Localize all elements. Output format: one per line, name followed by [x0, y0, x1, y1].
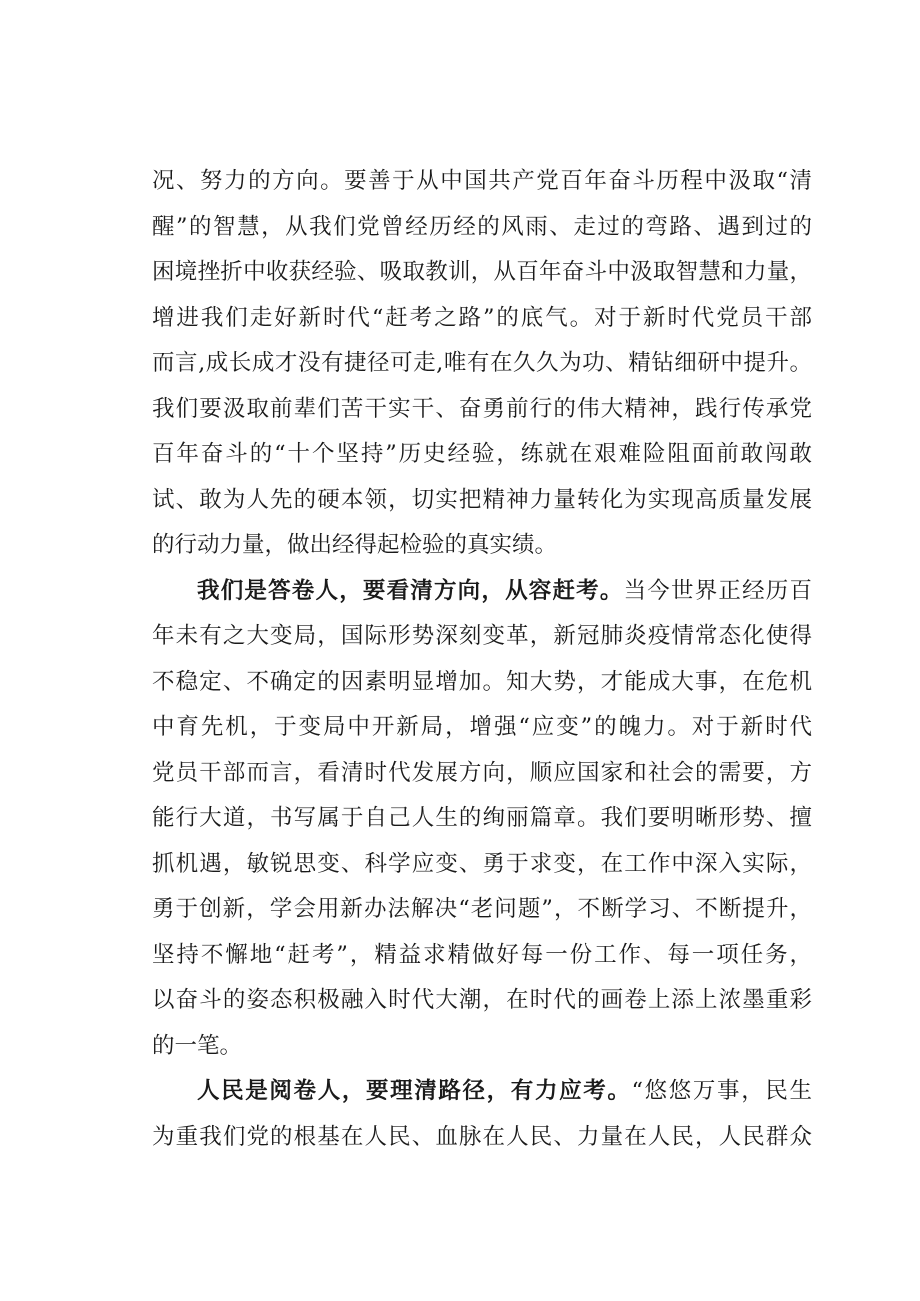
text-line: 困境挫折中收获经验、吸取教训，从百年奋斗中汲取智慧和力量，: [152, 259, 812, 285]
document-body: [152, 159, 812, 1160]
text-line: 而言,成长成才没有捷径可走,唯有在久久为功、精钻细研中提升。: [152, 350, 812, 376]
text-line: 为重我们党的根基在人民、血脉在人民、力量在人民，人民群众: [152, 1123, 812, 1150]
paragraph-3: [152, 1069, 812, 1160]
text-line-lead: [152, 569, 812, 615]
paragraph-1: [152, 159, 812, 569]
text-line: 不稳定、不确定的因素明显增加。知大势，才能成大事，在危机: [152, 668, 812, 695]
text-line: 坚持不懈地“赶考”，精益求精做好每一份工作、每一项任务，: [152, 941, 812, 968]
text-line: 党员干部而言，看清时代发展方向，顺应国家和社会的需要，方: [152, 759, 812, 786]
text-line-lead: [152, 1069, 812, 1115]
text-line: 的行动力量，做出经得起检验的真实绩。: [152, 532, 558, 558]
text-line: 百年奋斗的“十个坚持”历史经验，练就在艰难险阻面前敢闯敢: [152, 441, 812, 467]
text-line: 增进我们走好新时代“赶考之路”的底气。对于新时代党员干部: [152, 304, 812, 331]
paragraph-heading: 我们是答卷人，要看清方向，从容赶考。: [197, 577, 624, 604]
paragraph-2: [152, 569, 812, 1070]
text-line: 醒”的智慧，从我们党曾经历经的风雨、走过的弯路、遇到过的: [152, 213, 812, 240]
text-line: 抓机遇，敏锐思变、科学应变、勇于求变，在工作中深入实际，: [152, 850, 812, 877]
text-line: 勇于创新，学会用新办法解决“老问题”，不断学习、不断提升，: [152, 896, 812, 922]
text-line: 以奋斗的姿态积极融入时代大潮，在时代的画卷上添上浓墨重彩: [152, 987, 812, 1013]
text-line: 我们要汲取前辈们苦干实干、奋勇前行的伟大精神，践行传承党: [152, 395, 812, 422]
text-line: 的一笔。: [152, 1032, 243, 1059]
text-line: 能行大道，书写属于自己人生的绚丽篇章。我们要明晰形势、擅: [152, 805, 812, 831]
paragraph-heading: 人民是阅卷人，要理清路径，有力应考。: [197, 1078, 632, 1104]
text-run: 当今世界正经历百: [623, 577, 812, 604]
text-line: 况、努力的方向。要善于从中国共产党百年奋斗历程中汲取“清: [152, 168, 812, 194]
text-run: “悠悠万事，民生: [631, 1078, 812, 1104]
text-line: 试、敢为人先的硬本领，切实把精神力量转化为实现高质量发展: [152, 486, 812, 513]
text-line: 中育先机，于变局中开新局，增强“应变”的魄力。对于新时代: [152, 714, 812, 740]
text-line: 年未有之大变局，国际形势深刻变革，新冠肺炎疫情常态化使得: [152, 623, 812, 649]
